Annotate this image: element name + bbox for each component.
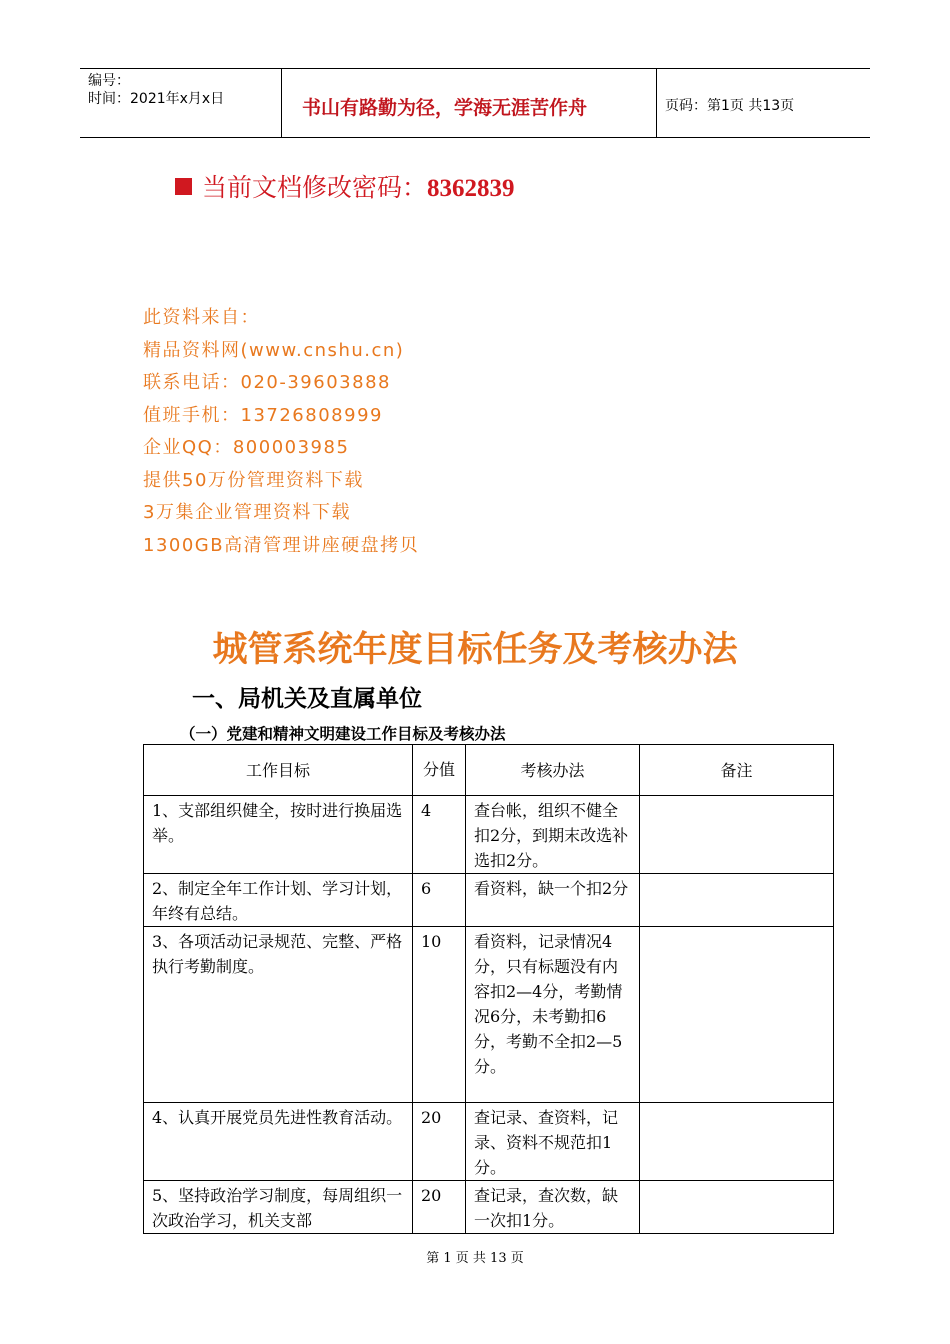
row-goal: 5、坚持政治学习制度，每周组织一次政治学习，机关支部 <box>144 1181 413 1234</box>
row-note <box>640 1181 834 1234</box>
source-line: 精品资料网(www.cnshu.cn) <box>143 339 405 361</box>
row-note <box>640 1103 834 1181</box>
row-note <box>640 874 834 927</box>
row-method: 查台帐，组织不健全扣2分，到期末改选补选扣2分。 <box>466 796 640 874</box>
row-method: 看资料，记录情况4分，只有标题没有内容扣2—4分，考勤情况6分，未考勤扣6分，考勤不全扣2—5分。 <box>466 927 640 1103</box>
header-page-info: 页码：第1页 共13页 <box>665 98 795 114</box>
row-score: 4 <box>413 796 466 874</box>
row-method: 查记录，查次数，缺一次扣1分。 <box>466 1181 640 1234</box>
header-motto-cell <box>282 69 657 137</box>
source-line: 提供50万份管理资料下载 <box>143 469 364 491</box>
row-goal: 4、认真开展党员先进性教育活动。 <box>144 1103 413 1181</box>
page-footer: 第 1 页 共 13 页 <box>426 1251 524 1266</box>
row-note <box>640 796 834 874</box>
page-header <box>80 68 870 138</box>
row-score: 10 <box>413 927 466 1103</box>
row-goal: 3、各项活动记录规范、完整、严格执行考勤制度。 <box>144 927 413 1103</box>
source-line: 企业QQ：800003985 <box>143 437 350 458</box>
header-page-cell <box>657 69 870 137</box>
source-line: 3万集企业管理资料下载 <box>143 502 351 523</box>
source-line: 联系电话：020-39603888 <box>143 372 391 393</box>
password-notice <box>175 168 515 204</box>
table-row <box>144 1181 834 1234</box>
password-label: 当前文档修改密码： <box>202 173 428 202</box>
table-row <box>144 1103 834 1181</box>
source-line: 值班手机：13726808999 <box>143 404 383 426</box>
table-row <box>144 796 834 874</box>
row-note <box>640 927 834 1103</box>
header-note: 备注 <box>640 745 834 796</box>
row-score: 6 <box>413 874 466 927</box>
source-line: 此资料来自： <box>143 307 260 328</box>
assessment-table <box>143 744 834 1234</box>
header-motto: 书山有路勤为径，学海无涯苦作舟 <box>302 97 588 119</box>
red-square-icon <box>175 178 192 195</box>
header-method: 考核办法 <box>466 745 640 796</box>
password-value: 8362839 <box>427 175 515 202</box>
row-goal: 1、支部组织健全，按时进行换届选举。 <box>144 796 413 874</box>
subsection-heading: （一）党建和精神文明建设工作目标及考核办法 <box>180 725 506 743</box>
row-method: 看资料，缺一个扣2分 <box>466 874 640 927</box>
document-title: 城管系统年度目标任务及考核办法 <box>212 630 738 670</box>
table-row <box>144 927 834 1103</box>
header-score: 分值 <box>413 745 466 796</box>
table-row <box>144 874 834 927</box>
row-goal: 2、制定全年工作计划、学习计划，年终有总结。 <box>144 874 413 927</box>
row-score: 20 <box>413 1181 466 1234</box>
source-info-block <box>143 302 419 562</box>
row-score: 20 <box>413 1103 466 1181</box>
source-line: 1300GB高清管理讲座硬盘拷贝 <box>143 534 420 556</box>
header-meta-cell <box>80 69 282 137</box>
header-goal: 工作目标 <box>144 745 413 796</box>
doc-date-label: 时间：2021年x月x日 <box>88 91 225 107</box>
row-method: 查记录、查资料，记录、资料不规范扣1分。 <box>466 1103 640 1181</box>
table-header-row <box>144 745 834 796</box>
doc-code-label: 编号： <box>88 73 130 89</box>
section-heading: 一、局机关及直属单位 <box>192 686 422 712</box>
